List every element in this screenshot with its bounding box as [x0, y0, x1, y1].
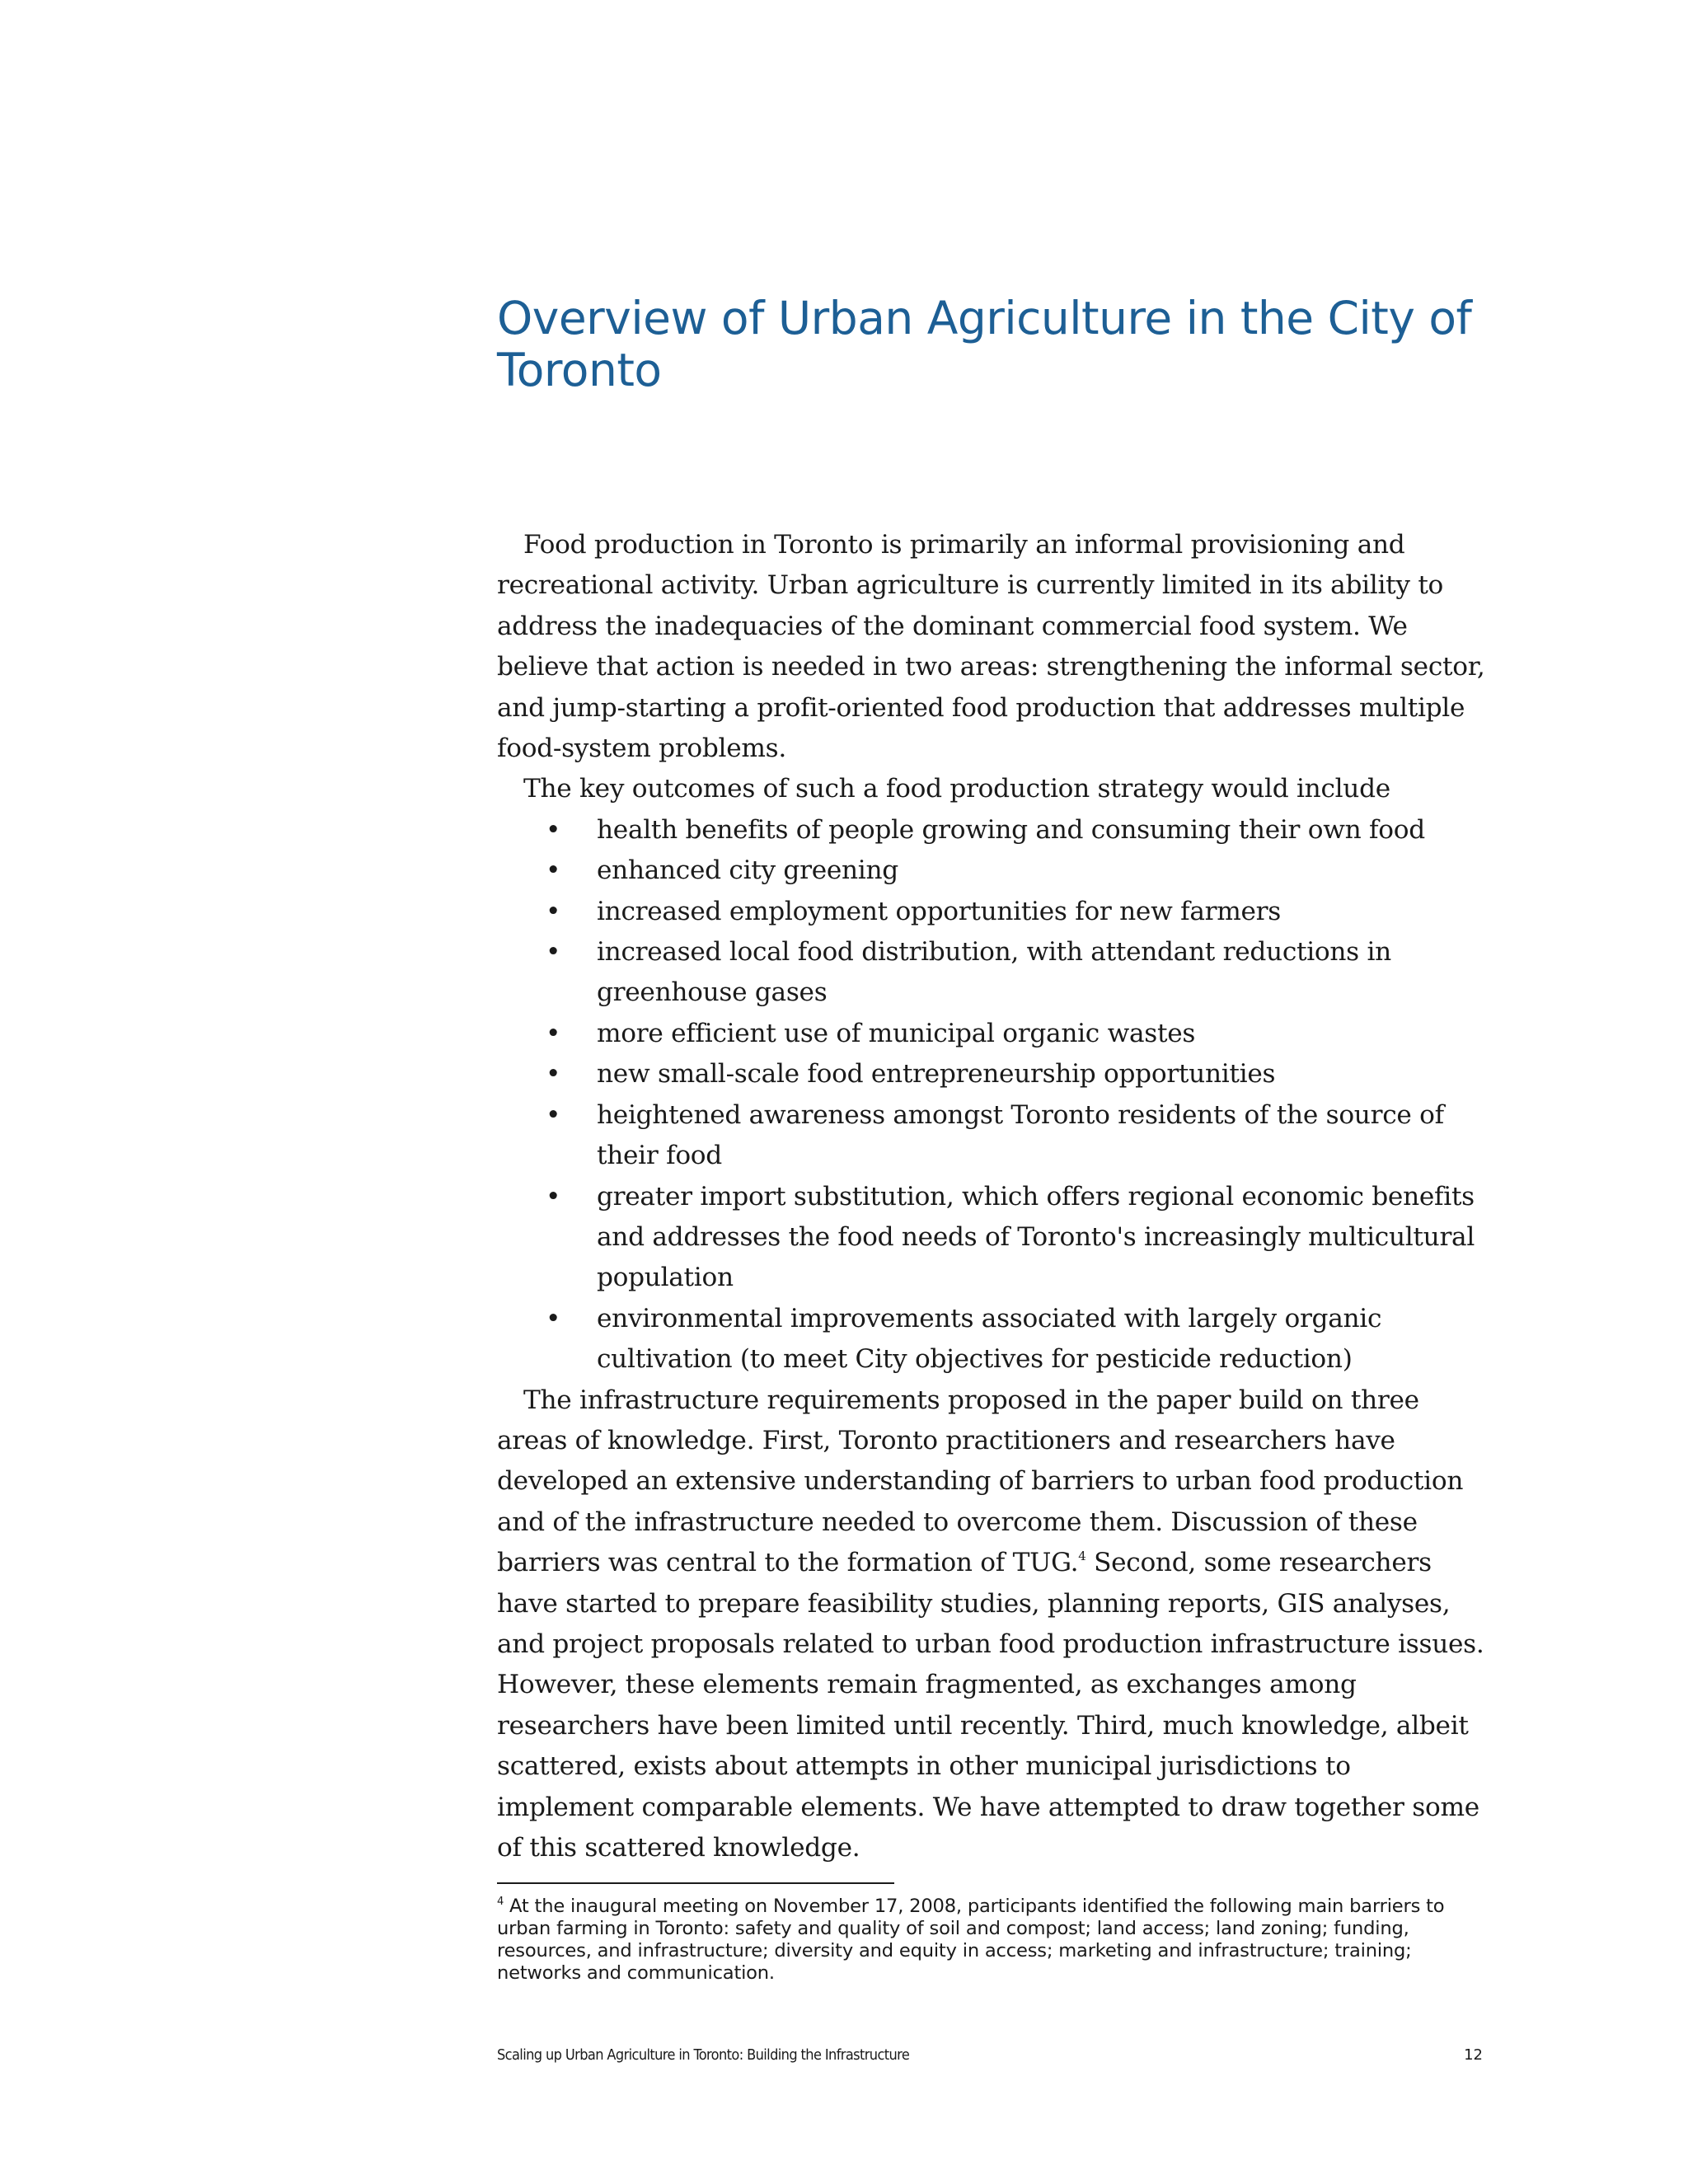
- list-item-text: increased local food distribution, with attendant reductions in greenhouse gases: [597, 937, 1391, 1008]
- footnote-text: At the inaugural meeting on November 17, 2008, participants identified the following main barriers to urban farming in Toronto: safety and quality of soil and compost; land access; land zoning; funding, resources, and infrastructure; diversity and equity in access; marketing and infrastructure; training; networks and communication.: [497, 1896, 1445, 1984]
- list-item: [497, 1054, 1494, 1094]
- list-item-text: environmental improvements associated with largely organic cultivation (to meet City objectives for pesticide reduction): [597, 1303, 1382, 1375]
- list-item: [497, 1095, 1494, 1177]
- bullet-icon: •: [546, 1303, 561, 1333]
- outcomes-lead-in: The key outcomes of such a food production strategy would include: [523, 774, 1390, 804]
- list-item: [497, 851, 1494, 891]
- list-item-text: increased employment opportunities for new farmers: [597, 896, 1281, 926]
- list-item: [497, 1299, 1494, 1380]
- outcomes-list: [497, 810, 1494, 1380]
- list-item-text: health benefits of people growing and consuming their own food: [597, 814, 1425, 845]
- bullet-icon: •: [546, 1181, 561, 1212]
- list-item-text: more efficient use of municipal organic wastes: [597, 1018, 1196, 1048]
- bullet-icon: •: [546, 855, 561, 886]
- paragraph-text: Second, some researchers have started to prepare feasibility studies, planning reports, GIS analyses, and project proposals related to urban food production infrastructure issues. However, these elements remain fragmented, as exchanges among researchers have been limited until recently. Third, much knowledge, albeit scattered, exists about attempts in other municipal jurisdictions to implement comparable elements. We have attempted to draw together some of this scattered knowledge.: [497, 1548, 1484, 1863]
- bullet-icon: •: [546, 1018, 561, 1048]
- bullet-icon: •: [546, 896, 561, 926]
- footnote-reference-link[interactable]: 4: [1078, 1549, 1086, 1564]
- paragraph-text: The infrastructure requirements proposed in the paper build on three areas of knowledge. First, Toronto practitioners and researchers have developed an extensive understanding of barriers to urban food production and of the infrastructure needed to overcome them. Discussion of these barriers was central to the formation of TUG.: [497, 1385, 1464, 1578]
- bullet-icon: •: [546, 814, 561, 845]
- list-item: [497, 810, 1494, 851]
- list-item-text: new small-scale food entrepreneurship opportunities: [597, 1059, 1276, 1090]
- list-item-text: heightened awareness amongst Toronto residents of the source of their food: [597, 1099, 1444, 1171]
- bullet-icon: •: [546, 1059, 561, 1090]
- bullet-icon: •: [546, 937, 561, 968]
- list-item: [497, 1177, 1494, 1299]
- infrastructure-paragraph: [497, 1380, 1494, 1869]
- page-number: 12: [1464, 2046, 1483, 2064]
- list-item-text: enhanced city greening: [597, 855, 898, 886]
- page-title: Overview of Urban Agriculture in the City of Toronto: [497, 292, 1472, 396]
- bullet-icon: •: [546, 1099, 561, 1130]
- footnote-number: 4: [497, 1896, 504, 1908]
- list-item: [497, 892, 1494, 932]
- body-text: [497, 525, 1494, 1868]
- footnote-divider: [497, 1882, 894, 1884]
- running-footer-title: Scaling up Urban Agriculture in Toronto: Building the Infrastructure: [497, 2046, 910, 2064]
- footnote: [497, 1896, 1486, 1985]
- list-item: [497, 932, 1494, 1014]
- list-item-text: greater import substitution, which offers regional economic benefits and addresses the food needs of Toronto's increasingly multicultural population: [597, 1181, 1475, 1293]
- intro-paragraph: Food production in Toronto is primarily an informal provisioning and recreational activity. Urban agriculture is currently limited in its ability to address the inadequacies of the dominant commercial food system. We believe that action is needed in two areas: strengthening the informal sector, and jump-starting a profit-oriented food production that addresses multiple food-system problems.: [497, 530, 1485, 764]
- list-item: [497, 1014, 1494, 1054]
